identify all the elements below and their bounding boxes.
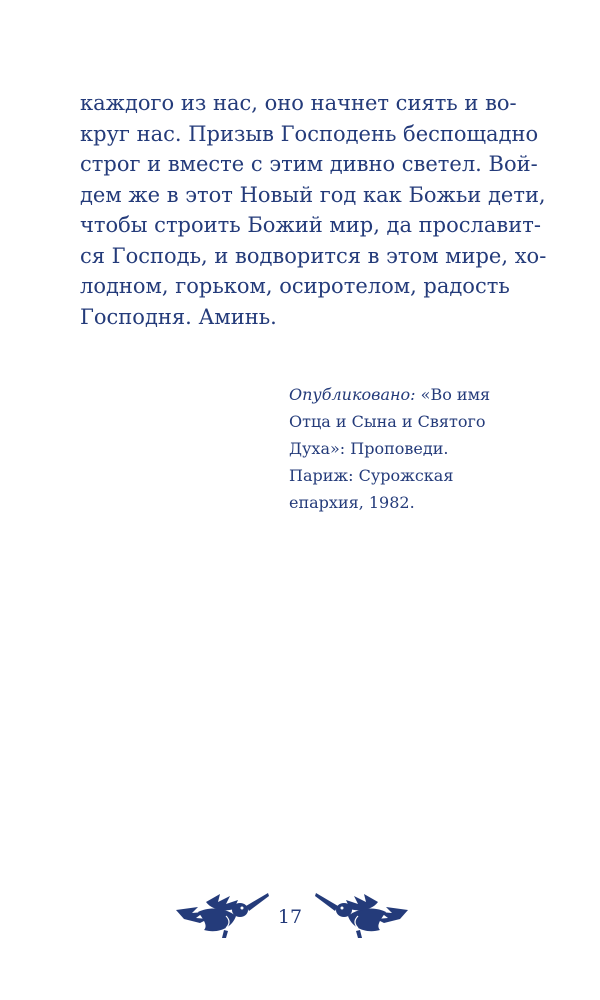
body-text-line: лодном, горьком, осиротелом, радость xyxy=(80,274,510,298)
body-text-line: чтобы строить Божий мир, да прославит- xyxy=(80,213,541,237)
dove-icon xyxy=(174,890,270,942)
publication-note-line: епархия, 1982. xyxy=(289,493,415,512)
body-text xyxy=(80,88,547,332)
page-footer xyxy=(0,888,600,948)
body-text-line: дем же в этот Новый год как Божьи дети, xyxy=(80,182,546,207)
body-text-line: ся Господь, и водворится в этом мире, хо- xyxy=(80,243,547,268)
body-text-line: строг и вместе с этим дивно светел. Вой- xyxy=(80,152,538,176)
publication-note-line: Париж: Сурожская xyxy=(289,466,454,485)
publication-note xyxy=(289,381,519,516)
publication-note-line: Духа»: Проповеди. xyxy=(289,439,449,458)
body-text-line: Господня. Аминь. xyxy=(80,304,277,329)
publication-label: Опубликовано: xyxy=(289,385,416,404)
publication-note-first-line xyxy=(289,381,519,408)
publication-note-line: Отца и Сына и Святого xyxy=(289,412,486,431)
publication-title-start: «Во имя xyxy=(415,385,491,404)
body-text-line: круг нас. Призыв Господень беспощадно xyxy=(80,121,539,146)
page-number: 17 xyxy=(277,906,303,928)
body-text-line: каждого из нас, оно начнет сиять и во- xyxy=(80,91,517,115)
dove-icon xyxy=(314,890,410,942)
